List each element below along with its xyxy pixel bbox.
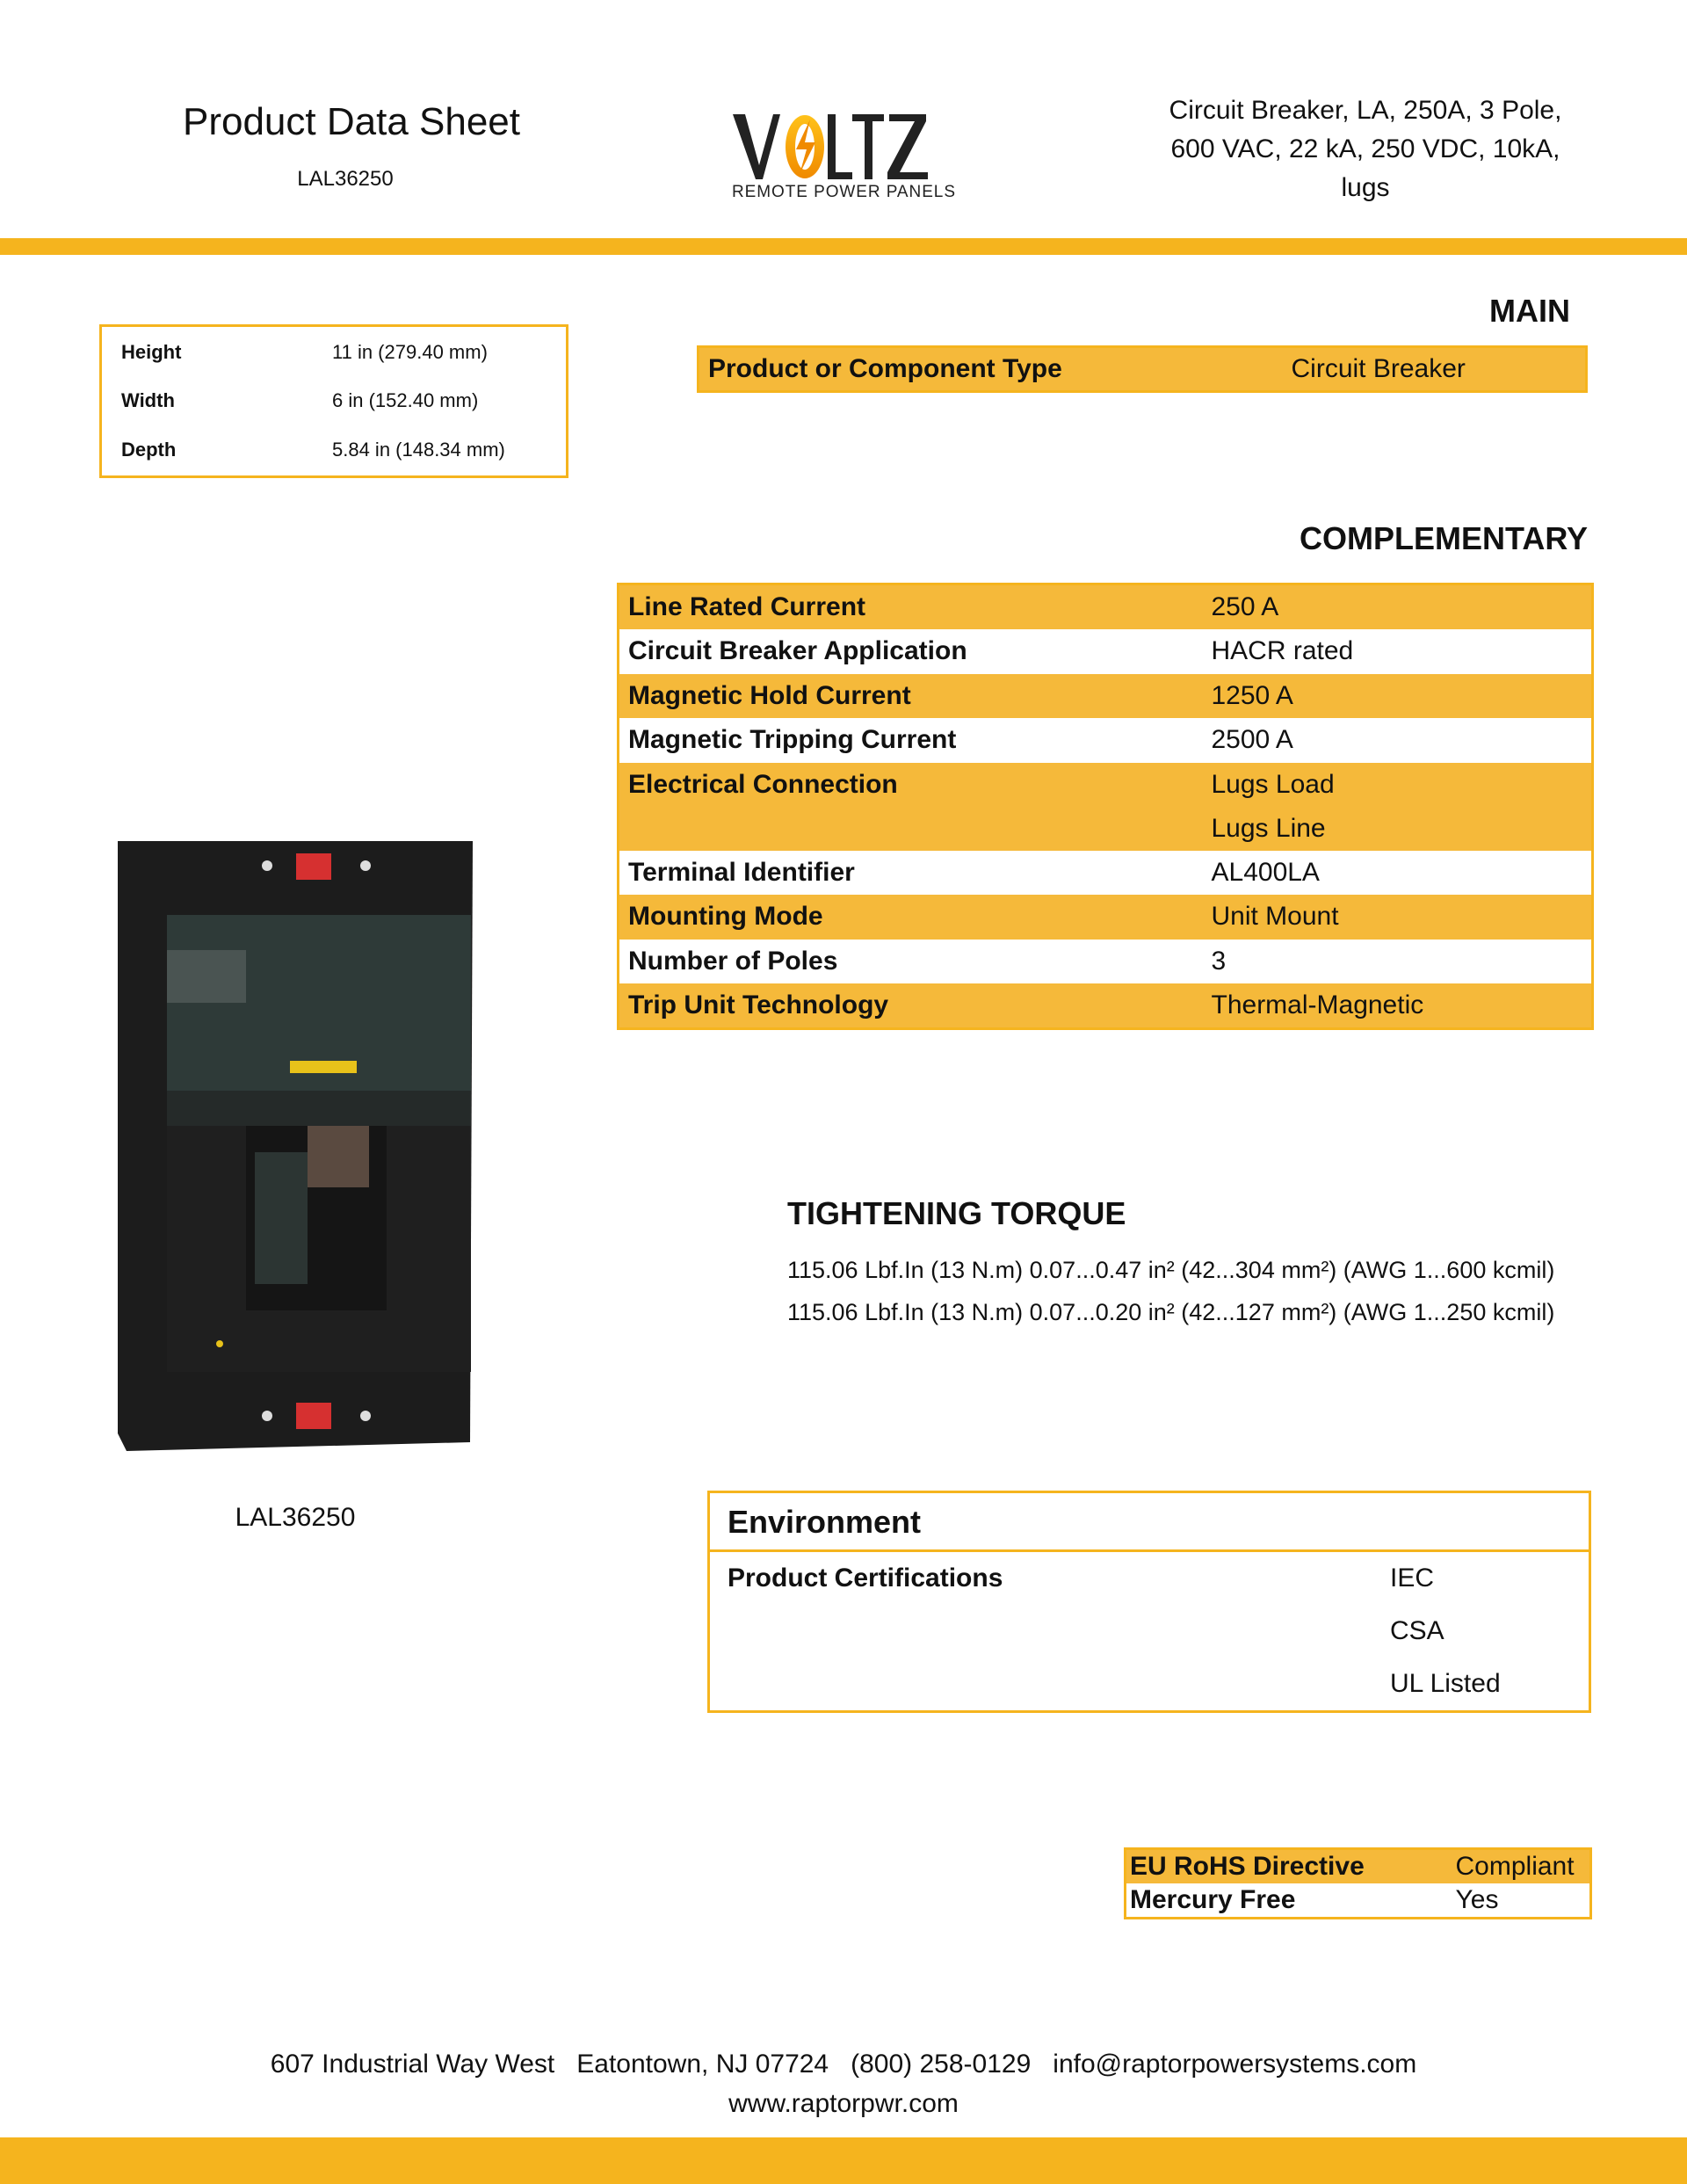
torque-line: 115.06 Lbf.In (13 N.m) 0.07...0.47 in² (42...304 mm²) (AWG 1...600 kcmil) bbox=[787, 1257, 1555, 1283]
row-value: 1250 A bbox=[1211, 680, 1293, 710]
row-label: Product or Component Type bbox=[708, 354, 1062, 383]
value-line: Lugs Line bbox=[1211, 813, 1326, 843]
certifications-label: Product Certifications bbox=[728, 1564, 1003, 1593]
row-label: EU RoHS Directive bbox=[1130, 1852, 1365, 1881]
table-row bbox=[619, 940, 1593, 984]
complementary-heading: COMPLEMENTARY bbox=[1300, 520, 1588, 556]
row-value: Unit Mount bbox=[1211, 902, 1339, 932]
row-label: Magnetic Tripping Current bbox=[628, 725, 957, 755]
main-table bbox=[697, 345, 1588, 393]
description-line: Circuit Breaker, LA, 250A, 3 Pole, bbox=[1169, 96, 1562, 125]
table-row bbox=[619, 895, 1593, 940]
row-value: 2500 A bbox=[1211, 725, 1293, 755]
row-value: Compliant bbox=[1455, 1852, 1575, 1881]
row-label: Circuit Breaker Application bbox=[628, 636, 967, 666]
dimension-row-width bbox=[121, 389, 478, 412]
row-label: Terminal Identifier bbox=[628, 857, 855, 887]
row-value: AL400LA bbox=[1211, 857, 1320, 887]
dimensions-box bbox=[99, 324, 568, 478]
dimension-label: Height bbox=[121, 341, 182, 363]
table-row bbox=[699, 347, 1587, 392]
footer-contact: 607 Industrial Way West Eatontown, NJ 07724 (800) 258-0129 info@raptorpowersystems.com bbox=[270, 2050, 1417, 2079]
value-line: Lugs Load bbox=[1211, 769, 1335, 799]
environment-divider bbox=[710, 1549, 1589, 1552]
product-image bbox=[114, 836, 476, 1456]
dimension-row-depth bbox=[121, 439, 505, 461]
environment-box bbox=[707, 1491, 1591, 1713]
product-sku: LAL36250 bbox=[297, 167, 394, 191]
environment-heading: Environment bbox=[728, 1504, 922, 1540]
table-row bbox=[619, 763, 1593, 851]
page-title: Product Data Sheet bbox=[182, 100, 521, 143]
svg-text:REMOTE POWER PANELS: REMOTE POWER PANELS bbox=[732, 183, 955, 200]
complementary-table bbox=[617, 583, 1594, 1030]
certification-value: UL Listed bbox=[1390, 1669, 1501, 1698]
dimension-value: 5.84 in (148.34 mm) bbox=[332, 439, 505, 461]
row-value: Yes bbox=[1455, 1885, 1499, 1914]
row-label: Electrical Connection bbox=[628, 769, 898, 799]
row-label: Mercury Free bbox=[1130, 1885, 1296, 1914]
row-value: 250 A bbox=[1211, 592, 1279, 621]
footer-bar bbox=[0, 2137, 1687, 2184]
row-value: Thermal-Magnetic bbox=[1211, 990, 1424, 1019]
dimension-value: 6 in (152.40 mm) bbox=[332, 389, 479, 411]
certification-value: CSA bbox=[1390, 1616, 1444, 1645]
dimension-label: Width bbox=[121, 389, 175, 411]
row-label: Trip Unit Technology bbox=[628, 990, 889, 1019]
table-row bbox=[619, 851, 1593, 896]
dimension-label: Depth bbox=[121, 439, 177, 461]
table-row bbox=[619, 584, 1593, 630]
row-label: Line Rated Current bbox=[628, 592, 866, 621]
torque-line: 115.06 Lbf.In (13 N.m) 0.07...0.20 in² (42...127 mm²) (AWG 1...250 kcmil) bbox=[787, 1299, 1555, 1325]
table-row bbox=[1126, 1849, 1591, 1884]
main-heading: MAIN bbox=[1489, 293, 1570, 329]
table-row bbox=[1126, 1883, 1591, 1919]
product-description bbox=[1169, 91, 1562, 207]
table-row bbox=[619, 718, 1593, 763]
torque-heading: TIGHTENING TORQUE bbox=[787, 1195, 1126, 1231]
row-value: HACR rated bbox=[1211, 636, 1354, 666]
voltz-logo bbox=[729, 104, 958, 200]
header-divider-bar bbox=[0, 238, 1687, 255]
row-label: Number of Poles bbox=[628, 946, 838, 976]
description-line: 600 VAC, 22 kA, 250 VDC, 10kA, bbox=[1170, 134, 1560, 163]
table-row bbox=[619, 674, 1593, 719]
table-row bbox=[619, 983, 1593, 1029]
description-line: lugs bbox=[1341, 173, 1390, 202]
row-value: 3 bbox=[1211, 946, 1227, 976]
dimension-value: 11 in (279.40 mm) bbox=[332, 341, 488, 363]
table-row bbox=[619, 629, 1593, 674]
compliance-table bbox=[1124, 1847, 1592, 1919]
row-value: Circuit Breaker bbox=[1291, 354, 1466, 383]
dimension-row-height bbox=[121, 341, 488, 364]
image-caption: LAL36250 bbox=[235, 1503, 356, 1532]
row-label: Magnetic Hold Current bbox=[628, 680, 911, 710]
row-value bbox=[1203, 763, 1593, 851]
footer-website[interactable]: www.raptorpwr.com bbox=[728, 2089, 959, 2118]
row-label: Mounting Mode bbox=[628, 902, 823, 932]
certification-value: IEC bbox=[1390, 1564, 1435, 1593]
